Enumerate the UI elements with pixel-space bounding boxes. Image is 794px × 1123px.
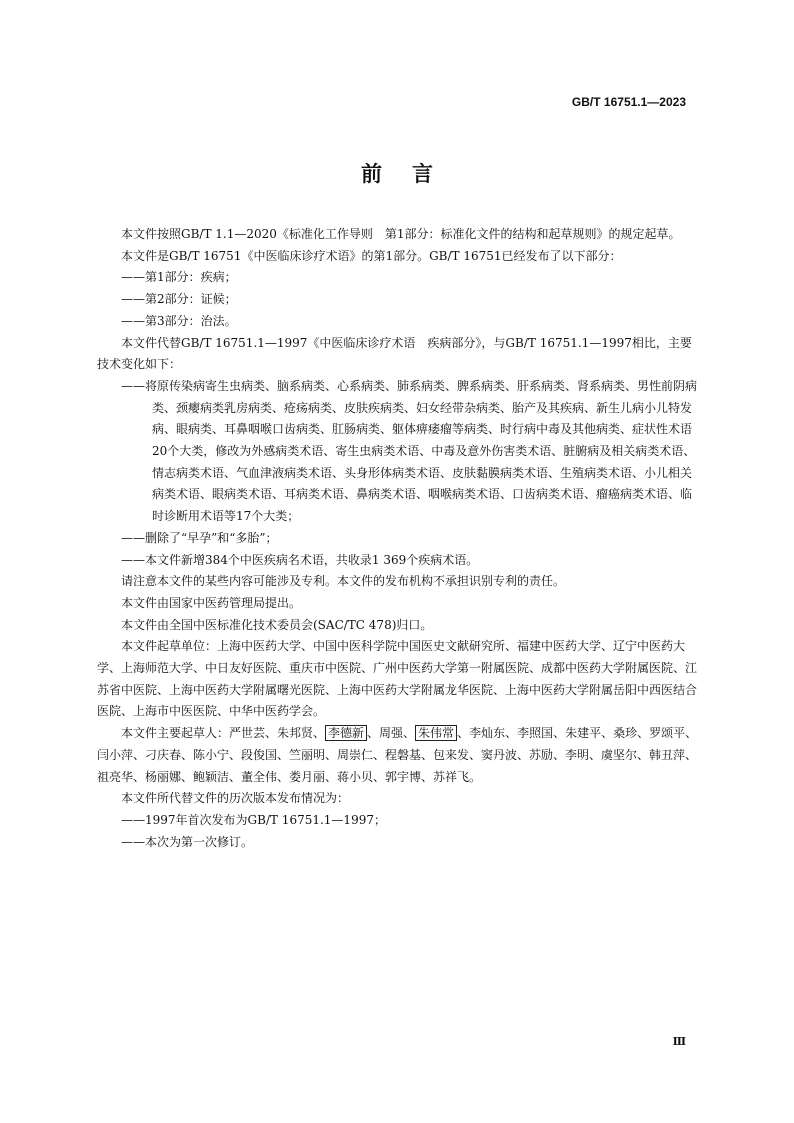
change-item: ——删除了“早孕”和“多胎”； bbox=[121, 530, 278, 545]
boxed-name: 李德新 bbox=[325, 725, 367, 741]
drafters-mid: 、周强、 bbox=[367, 726, 416, 741]
history-item: ——1997年首次发布为GB/T 16751.1—1997； bbox=[121, 812, 386, 827]
drafters-rest: 、李灿东、李照国、朱建平、桑珍、罗颂平、闫小萍、刁庆春、陈小宁、段俊国、竺丽明、周崇仁、程磐基、包来发、窦丹波、苏励、李明、虞坚尔、韩丑萍、祖亮华、杨丽娜、鲍颖洁、董全伟、娄月丽、蒋小贝、郭宇博、苏祥飞。 bbox=[97, 726, 698, 784]
drafters-lead: 本文件主要起草人：严世芸、朱邦贤、 bbox=[121, 726, 326, 741]
history-heading: 本文件所代替文件的历次版本发布情况为： bbox=[121, 791, 350, 806]
history-item: ——本次为第一次修订。 bbox=[121, 834, 254, 849]
part-item: ——第2部分：证候； bbox=[121, 292, 237, 307]
proposer-paragraph: 本文件由国家中医药管理局提出。 bbox=[121, 595, 302, 610]
committee-paragraph: 本文件由全国中医标准化技术委员会(SAC/TC 478)归口。 bbox=[121, 617, 433, 632]
replacement-paragraph: 本文件代替GB/T 16751.1—1997《中医临床诊疗术语 疾病部分》，与GB/T 16751.1—1997相比，主要技术变化如下： bbox=[97, 335, 692, 372]
boxed-name: 朱伟常 bbox=[415, 725, 457, 741]
part-item: ——第3部分：治法。 bbox=[121, 313, 237, 328]
drafting-units-paragraph: 本文件起草单位：上海中医药大学、中国中医科学院中国医史文献研究所、福建中医药大学、辽宁中医药大学、上海师范大学、中日友好医院、重庆市中医院、广州中医药大学第一附属医院、成都中医药大学附属医院、江苏省中医院、上海中医药大学附属曙光医院、上海中医药大学附属龙华医院、上海中医药大学附属岳阳中西医结合医院、上海市中医医院、中华中医药学会。 bbox=[97, 639, 698, 719]
change-item: ——将原传染病寄生虫病类、脑系病类、心系病类、肺系病类、脾系病类、肝系病类、肾系病类、男性前阴病类、颈瘿病类乳房病类、疮疡病类、皮肤疾病类、妇女经带杂病类、胎产及其疾病、新生儿病小儿特发病、眼病类、耳鼻咽喉口齿病类、肛肠病类、躯体痹痿瘤等病类、时行病中毒及其他病类、症状性术语20个大类，修改为外感病类术语、寄生虫病类术语、中毒及意外伤害类术语、脏腑病及相关病类术语、情志病类术语、气血津液病类术语、头身形体病类术语、皮肤黏膜病类术语、生殖病类术语、小儿相关病类术语、眼病类术语、耳病类术语、鼻病类术语、咽喉病类术语、口齿病类术语、瘤癌病类术语、临时诊断用术语等17个大类； bbox=[121, 378, 698, 524]
page-title: 前言 bbox=[361, 162, 463, 186]
page-number: Ⅲ bbox=[672, 1035, 686, 1048]
drafters-paragraph bbox=[97, 723, 701, 788]
foreword-body bbox=[97, 224, 701, 853]
drafting-basis-paragraph: 本文件按照GB/T 1.1—2020《标准化工作导则 第1部分：标准化文件的结构和起草规则》的规定起草。 bbox=[121, 227, 681, 241]
document-code: GB/T 16751.1—2023 bbox=[571, 95, 686, 109]
change-item: ——本文件新增384个中医疾病名术语，共收录1 369个疾病术语。 bbox=[121, 552, 479, 567]
patent-notice: 请注意本文件的某些内容可能涉及专利。本文件的发布机构不承担识别专利的责任。 bbox=[121, 574, 566, 589]
part-item: ——第1部分：疾病； bbox=[121, 270, 237, 285]
series-paragraph: 本文件是GB/T 16751《中医临床诊疗术语》的第1部分。GB/T 16751已经发布了以下部分： bbox=[121, 248, 622, 263]
